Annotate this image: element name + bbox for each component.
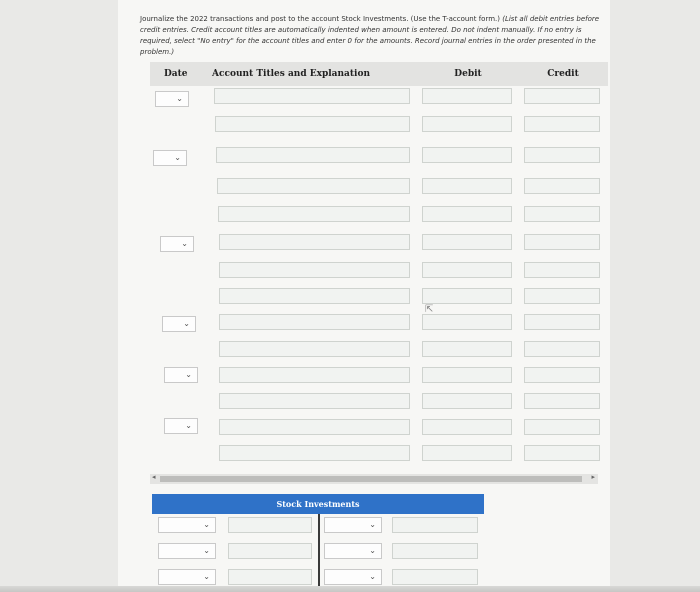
t-account-divider [318,514,320,592]
date-select[interactable] [155,91,189,107]
scroll-right-arrow-icon[interactable]: ▸ [591,473,595,481]
t-debit-amount-input[interactable] [228,517,312,533]
t-debit-date-select[interactable] [158,543,216,559]
account-title-input[interactable] [218,206,410,222]
t-account-title: Stock Investments [152,494,484,514]
account-title-input[interactable] [219,445,410,461]
chevron-down-icon: ⌄ [176,94,183,103]
date-column-header: Date [150,62,202,86]
debit-input[interactable] [422,288,512,304]
debit-input[interactable] [422,116,512,132]
account-title-input[interactable] [219,288,410,304]
debit-input[interactable] [422,341,512,357]
account-title-input[interactable] [219,262,410,278]
t-debit-date-select[interactable] [158,569,216,585]
date-select[interactable] [160,236,194,252]
account-title-input[interactable] [216,147,410,163]
credit-input[interactable] [524,234,600,250]
t-debit-amount-input[interactable] [228,543,312,559]
t-debit-date-select[interactable] [158,517,216,533]
credit-input[interactable] [524,367,600,383]
instructions-note: (List all debit entries before credit entries. Credit account titles are automatically indented when amount is entered. Do not indent manually. If no entry is required, select "No entry" for the account titles and enter 0 for the amounts. Record journal entries in the order presented in the problem.) [140,15,600,56]
t-credit-amount-input[interactable] [392,517,478,533]
account-title-input[interactable] [219,314,410,330]
account-column-header: Account Titles and Explanation [202,62,418,86]
debit-input[interactable] [422,234,512,250]
horizontal-scrollbar[interactable] [150,474,598,484]
chevron-down-icon: ⌄ [174,153,181,162]
date-select[interactable] [164,367,198,383]
mouse-cursor-icon: ⇱ [425,304,434,315]
chevron-down-icon: ⌄ [183,319,190,328]
account-title-input[interactable] [214,88,410,104]
chevron-down-icon: ⌄ [369,520,376,529]
debit-column-header: Debit [418,62,518,86]
credit-input[interactable] [524,419,600,435]
debit-input[interactable] [422,178,512,194]
credit-input[interactable] [524,288,600,304]
debit-input[interactable] [422,445,512,461]
chevron-down-icon: ⌄ [185,370,192,379]
account-title-input[interactable] [219,367,410,383]
account-title-input[interactable] [215,116,410,132]
date-select[interactable] [153,150,187,166]
credit-input[interactable] [524,206,600,222]
chevron-down-icon: ⌄ [185,421,192,430]
instructions-text [140,14,600,58]
debit-input[interactable] [422,367,512,383]
t-credit-amount-input[interactable] [392,543,478,559]
page-bottom-edge [0,586,700,592]
credit-input[interactable] [524,445,600,461]
debit-input[interactable] [422,314,512,330]
t-credit-date-select[interactable] [324,543,382,559]
scroll-thumb[interactable] [160,476,582,482]
chevron-down-icon: ⌄ [203,520,210,529]
credit-input[interactable] [524,116,600,132]
debit-input[interactable] [422,262,512,278]
debit-input[interactable] [422,206,512,222]
instructions-main: Journalize the 2022 transactions and post to the account Stock Investments. (Use the T-account form.) [140,15,503,23]
debit-input[interactable] [422,88,512,104]
account-title-input[interactable] [219,419,410,435]
debit-input[interactable] [422,393,512,409]
t-credit-date-select[interactable] [324,517,382,533]
credit-input[interactable] [524,88,600,104]
credit-column-header: Credit [518,62,608,86]
chevron-down-icon: ⌄ [203,572,210,581]
scroll-left-arrow-icon[interactable]: ◂ [152,473,156,481]
account-title-input[interactable] [219,341,410,357]
account-title-input[interactable] [217,178,410,194]
t-credit-amount-input[interactable] [392,569,478,585]
chevron-down-icon: ⌄ [369,546,376,555]
credit-input[interactable] [524,393,600,409]
credit-input[interactable] [524,262,600,278]
credit-input[interactable] [524,341,600,357]
debit-input[interactable] [422,147,512,163]
date-select[interactable] [164,418,198,434]
chevron-down-icon: ⌄ [181,239,188,248]
account-title-input[interactable] [219,393,410,409]
credit-input[interactable] [524,178,600,194]
chevron-down-icon: ⌄ [203,546,210,555]
credit-input[interactable] [524,314,600,330]
debit-input[interactable] [422,419,512,435]
account-title-input[interactable] [219,234,410,250]
chevron-down-icon: ⌄ [369,572,376,581]
date-select[interactable] [162,316,196,332]
t-credit-date-select[interactable] [324,569,382,585]
t-debit-amount-input[interactable] [228,569,312,585]
credit-input[interactable] [524,147,600,163]
